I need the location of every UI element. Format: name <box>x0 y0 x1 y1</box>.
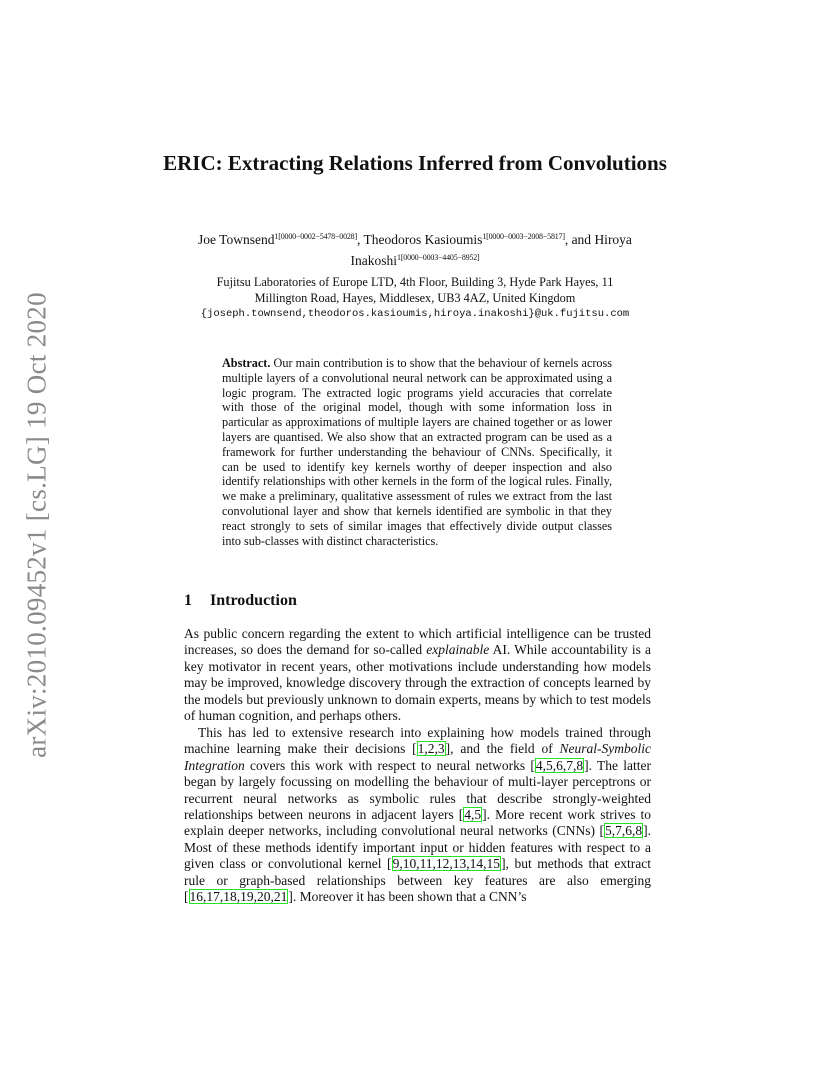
text-run: ], and the field of <box>445 741 560 757</box>
text-run: ]. More recent work strives to explain deeper networks, including convolutional neural networks (CNNs) [ <box>184 806 652 839</box>
citation-link[interactable]: 5,7,6,8 <box>605 823 643 839</box>
text-run: ]. Most of these methods identify important input or hidden features with respect to a given class or convolutional kernel [ <box>184 823 651 872</box>
paragraph <box>184 725 651 906</box>
citation-link[interactable]: 4,5 <box>464 806 482 822</box>
abstract <box>222 356 612 548</box>
text-run: AI. While accountability is a key motivator in recent years, other motivations include understanding how models may be improved, knowledge discovery through the extraction of concepts learned by the models but previously unknown to domain experts, means by which to test models of human cognition, and perhaps others. <box>184 642 651 724</box>
abstract-label: Abstract. <box>222 356 271 370</box>
section-heading <box>184 592 297 610</box>
author-list <box>170 228 660 270</box>
citation-link[interactable]: 16,17,18,19,20,21 <box>189 889 288 905</box>
text-run: As public concern regarding the extent to which artificial intelligence can be trusted increases, so does the demand for so-called <box>184 626 651 658</box>
author-separator: , <box>356 232 364 247</box>
author-name: Theodoros Kasioumis <box>363 232 483 247</box>
author <box>363 232 594 247</box>
paper-title: ERIC: Extracting Relations Inferred from Convolutions <box>163 151 667 175</box>
author-separator: , and <box>564 232 595 247</box>
emphasized-text: Neural-Symbolic Integration <box>184 741 651 773</box>
affiliation-line: Millington Road, Hayes, Middlesex, UB3 4AZ, United Kingdom <box>254 291 576 305</box>
arxiv-identifier-stamp <box>12 285 62 765</box>
author <box>198 232 363 247</box>
author-orcid: 1[0000−0003−4405−8952] <box>397 253 480 262</box>
arxiv-identifier-text: arXiv:2010.09452v1 [cs.LG] 19 Oct 2020 <box>21 292 52 758</box>
author-orcid: 1[0000−0002−5478−0028] <box>274 232 357 241</box>
citation-link[interactable]: 1,2,3 <box>417 741 445 757</box>
text-run: ]. The latter began by largely focussing on modelling the behaviour of multi-layer perceptrons or recurrent neural networks as symbolic rules that describe strongly-weighted relationships between neurons in adjacent layers [ <box>184 757 651 822</box>
author-emails: {joseph.townsend,theodoros.kasioumis,hiroya.inakoshi}@uk.fujitsu.com <box>200 308 630 320</box>
citation-link[interactable]: 9,10,11,12,13,14,15 <box>392 856 501 872</box>
section-title: Introduction <box>210 592 297 609</box>
author-name: Joe Townsend <box>198 232 275 247</box>
text-run: covers this work with respect to neural networks [ <box>244 757 535 773</box>
section-number: 1 <box>184 592 192 609</box>
text-run: ], but methods that extract rule or graph-based relationships between key features are also emerging [ <box>184 856 651 905</box>
text-run: This has led to extensive research into explaining how models trained through machine learning make their decisions [ <box>184 724 651 757</box>
introduction-body <box>184 626 651 906</box>
text-run: ]. Moreover it has been shown that a CNN’s <box>288 889 527 905</box>
emphasized-text: explainable <box>426 642 490 658</box>
author-orcid: 1[0000−0003−2008−5817] <box>482 232 565 241</box>
affiliation-line: Fujitsu Laboratories of Europe LTD, 4th Floor, Building 3, Hyde Park Hayes, 11 <box>216 275 614 289</box>
citation-link[interactable]: 4,5,6,7,8 <box>535 757 584 773</box>
affiliation-block <box>170 274 660 322</box>
paragraph <box>184 626 651 725</box>
author-name: Hiroya Inakoshi <box>350 232 632 268</box>
abstract-text: Our main contribution is to show that the behaviour of kernels across multiple layers of a convolutional neural network can be approximated using a logic program. The extracted logic programs yield accuracies that correlate with those of the original model, though with some information loss in particular as approximations of multiple layers are chained together or as lower layers are quantised. We also show that an extracted program can be used as a framework for further understanding the behaviour of CNNs. Specifically, it can be used to identify key kernels worthy of deeper inspection and also identify relationships with other kernels in the form of the logical rules. Finally, we make a preliminary, qualitative assessment of rules we extract from the last convolutional layer and show that kernels identified are symbolic in that they react strongly to sets of similar images that effectively divide output classes into sub-classes with distinct characteristics. <box>222 356 612 548</box>
